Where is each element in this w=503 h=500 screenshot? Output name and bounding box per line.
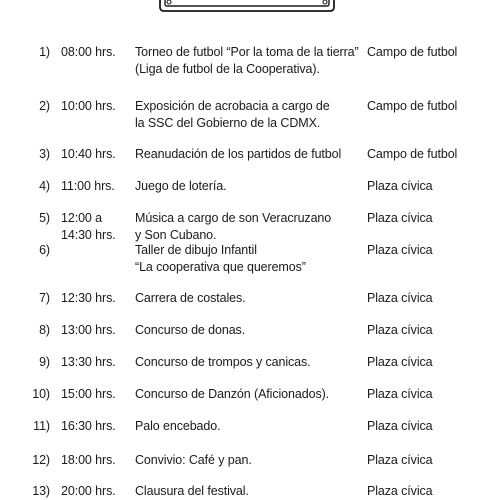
time-line: 13:30 hrs. bbox=[61, 355, 116, 369]
time-line: 11:00 hrs. bbox=[61, 179, 115, 193]
time-line: 10:00 hrs. bbox=[61, 99, 116, 113]
time-line: 16:30 hrs. bbox=[61, 419, 116, 433]
item-number: 4) bbox=[39, 179, 50, 193]
item-number: 9) bbox=[39, 355, 50, 369]
time-line: 12:30 hrs. bbox=[61, 291, 116, 305]
item-time bbox=[61, 146, 133, 163]
activity-line: Concurso de donas. bbox=[135, 323, 246, 337]
item-number: 3) bbox=[39, 147, 50, 161]
activity-line: (Liga de futbol de la Cooperativa). bbox=[135, 62, 320, 76]
activity-line: Clausura del festival. bbox=[135, 484, 249, 498]
item-number: 2) bbox=[39, 99, 50, 113]
item-place: Plaza cívica bbox=[367, 243, 433, 257]
activity-line: Taller de dibujo Infantil bbox=[135, 243, 257, 257]
time-line: 15:00 hrs. bbox=[61, 387, 116, 401]
item-activity bbox=[135, 386, 365, 403]
item-time bbox=[61, 452, 133, 469]
item-place: Plaza cívica bbox=[367, 291, 433, 305]
activity-line: Carrera de costales. bbox=[135, 291, 246, 305]
item-time bbox=[61, 290, 133, 307]
activity-line: Palo encebado. bbox=[135, 419, 221, 433]
item-activity bbox=[135, 483, 365, 500]
item-place: Plaza cívica bbox=[367, 419, 433, 433]
time-line: 10:40 hrs. bbox=[61, 147, 116, 161]
activity-line: Reanudación de los partidos de futbol bbox=[135, 147, 342, 161]
time-line: 20:00 hrs. bbox=[61, 484, 116, 498]
item-activity bbox=[135, 178, 365, 195]
item-activity bbox=[135, 290, 365, 307]
item-time bbox=[61, 354, 133, 371]
item-time bbox=[61, 322, 133, 339]
item-time bbox=[61, 483, 133, 500]
item-activity bbox=[135, 98, 365, 132]
item-number: 6) bbox=[39, 243, 50, 257]
item-number: 5) bbox=[39, 211, 50, 225]
item-place: Plaza cívica bbox=[367, 387, 433, 401]
item-time bbox=[61, 178, 133, 195]
activity-line: Torneo de futbol “Por la toma de la tierra” bbox=[135, 45, 359, 59]
item-time bbox=[61, 418, 133, 435]
item-activity bbox=[135, 242, 365, 276]
item-number: 1) bbox=[39, 45, 50, 59]
item-place: Plaza cívica bbox=[367, 453, 433, 467]
item-number: 7) bbox=[39, 291, 50, 305]
time-line: 18:00 hrs. bbox=[61, 453, 116, 467]
activity-line: y Son Cubano. bbox=[135, 228, 217, 242]
item-activity bbox=[135, 452, 365, 469]
time-line: 12:00 a bbox=[61, 211, 103, 225]
item-time bbox=[61, 210, 133, 244]
activity-line: Juego de lotería. bbox=[135, 179, 227, 193]
item-place: Campo de futbol bbox=[367, 147, 458, 161]
item-number: 10) bbox=[32, 387, 50, 401]
time-line: 08:00 hrs. bbox=[61, 45, 116, 59]
item-activity bbox=[135, 354, 365, 371]
item-time bbox=[61, 44, 133, 61]
activity-line: Convivio: Café y pan. bbox=[135, 453, 252, 467]
item-activity bbox=[135, 418, 365, 435]
item-number: 8) bbox=[39, 323, 50, 337]
item-place: Campo de futbol bbox=[367, 45, 458, 59]
activity-line: Concurso de Danzón (Aficionados). bbox=[135, 387, 330, 401]
activity-line: la SSC del Gobierno de la CDMX. bbox=[135, 116, 321, 130]
item-number: 13) bbox=[32, 484, 50, 498]
item-place: Plaza cívica bbox=[367, 211, 433, 225]
activity-line: Exposición de acrobacia a cargo de bbox=[135, 99, 330, 113]
item-activity bbox=[135, 322, 365, 339]
item-activity bbox=[135, 210, 365, 244]
activity-line: Música a cargo de son Veracruzano bbox=[135, 211, 332, 225]
item-activity bbox=[135, 146, 365, 163]
activity-line: Concurso de trompos y canicas. bbox=[135, 355, 311, 369]
time-line: 13:00 hrs. bbox=[61, 323, 116, 337]
item-place: Campo de futbol bbox=[367, 99, 458, 113]
item-number: 12) bbox=[32, 453, 50, 467]
item-time bbox=[61, 98, 133, 115]
item-number: 11) bbox=[33, 419, 50, 433]
activity-line: “La cooperativa que queremos” bbox=[135, 260, 306, 274]
item-activity bbox=[135, 44, 365, 78]
item-time bbox=[61, 386, 133, 403]
item-place: Plaza cívica bbox=[367, 323, 433, 337]
item-place: Plaza cívica bbox=[367, 179, 433, 193]
item-place: Plaza cívica bbox=[367, 484, 433, 498]
item-place: Plaza cívica bbox=[367, 355, 433, 369]
time-line: 14:30 hrs. bbox=[61, 228, 116, 242]
